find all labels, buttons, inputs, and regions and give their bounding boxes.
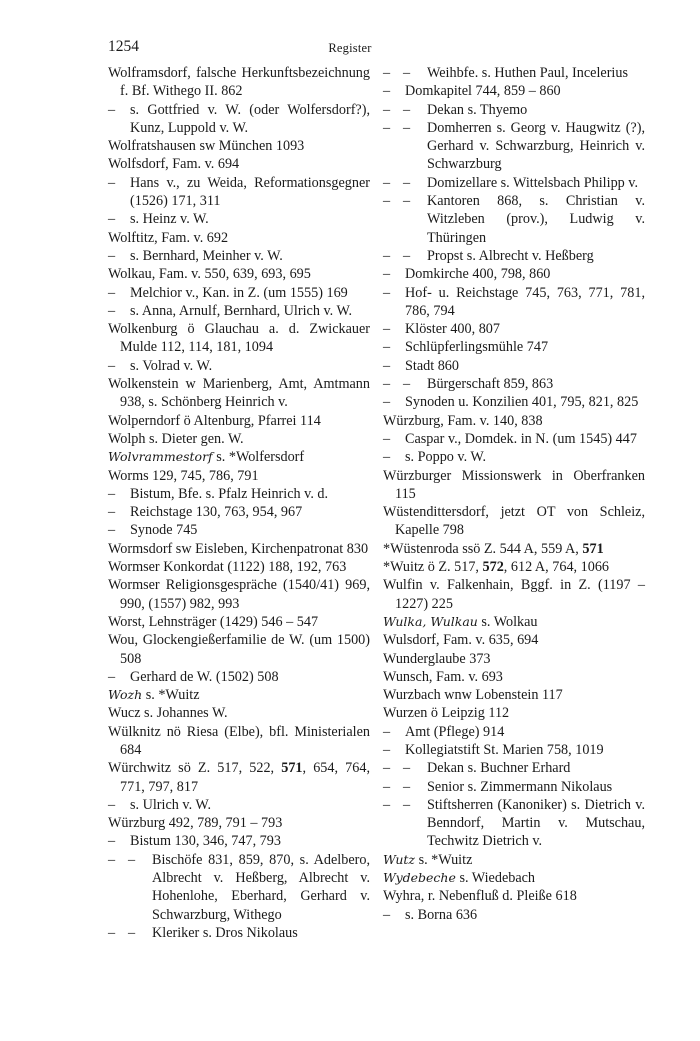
subentry-dash: –	[108, 668, 116, 685]
index-entry-text	[383, 412, 645, 430]
entry-text: Gerhard de W. (1502) 508	[130, 668, 279, 685]
entry-text: s. Heinz v. W.	[130, 211, 209, 228]
index-entry	[383, 778, 645, 796]
entry-text: Propst s. Albrecht v. Heßberg	[427, 247, 594, 264]
entry-text: Wormser Konkordat (1122) 188, 192, 763	[108, 559, 347, 576]
index-entry-text	[108, 723, 370, 760]
index-entry-text	[108, 137, 370, 155]
subentry-dash: –	[383, 906, 391, 923]
entry-text: Wolftitz, Fam. v. 692	[108, 229, 229, 246]
index-entry	[108, 64, 370, 101]
subentry-dash: –	[383, 247, 391, 264]
index-entry-text	[108, 229, 370, 247]
subentry-dash: –	[383, 357, 391, 374]
index-entry	[108, 101, 370, 138]
subentry-dash: –	[108, 357, 116, 374]
entry-text: Hans v., zu Weida, Reformationsgegner (1526) 171, 311	[130, 174, 370, 210]
bold-page-reference: 571	[281, 760, 303, 777]
index-entry	[108, 137, 370, 155]
entry-text: Würzburg 492, 789, 791 – 793	[108, 815, 283, 832]
index-entry	[383, 64, 645, 82]
entry-text: Weihbfe. s. Huthen Paul, Incelerius	[427, 65, 628, 81]
entry-text: Kleriker s. Dros Nikolaus	[152, 924, 298, 941]
subentry-dash: –	[128, 924, 136, 941]
index-entry	[383, 467, 645, 504]
index-entry	[383, 723, 645, 741]
bold-page-reference: 571	[582, 540, 604, 557]
subentry-dash: –	[403, 174, 411, 191]
index-entry	[383, 668, 645, 686]
index-entry	[383, 265, 645, 283]
entry-text: s. *Wuitz	[415, 851, 473, 868]
index-entry	[108, 540, 370, 558]
index-entry-text	[405, 430, 645, 448]
subentry-dash: –	[403, 101, 411, 118]
index-entry-text	[405, 906, 645, 924]
index-entry-text	[108, 412, 370, 430]
index-entry	[108, 576, 370, 613]
index-entry	[108, 924, 370, 942]
index-entry	[108, 503, 370, 521]
index-entry-text	[130, 668, 370, 686]
index-entry	[108, 448, 370, 466]
subentry-dash: –	[108, 174, 116, 191]
entry-text: Reichstage 130, 763, 954, 967	[130, 504, 303, 521]
index-column-right	[383, 64, 645, 924]
index-entry	[383, 558, 645, 576]
entry-text: Wolfratshausen sw München 1093	[108, 138, 305, 155]
index-entry	[383, 503, 645, 540]
entry-text: Wolframsdorf, falsche Herkunftsbezeichnung f. Bf. Withego II. 862	[108, 65, 370, 100]
index-entry	[108, 375, 370, 412]
index-entry-text	[405, 741, 645, 759]
index-entry	[108, 229, 370, 247]
index-entry	[108, 558, 370, 576]
entry-text: s. Wiedebach	[455, 870, 536, 887]
entry-text: Würzburg, Fam. v. 140, 838	[383, 412, 543, 429]
subentry-dash: –	[383, 119, 391, 136]
index-entry	[108, 686, 370, 704]
entry-text: Wolkenstein w Marienberg, Amt, Amtmann 938, s. Schönberg Heinrich v.	[108, 376, 370, 411]
entry-text: Wulfin v. Falkenhain, Bggf. in Z. (1197 – 1227) 225	[383, 577, 645, 612]
entry-text: Wucz s. Johannes W.	[108, 705, 228, 722]
index-entry	[108, 430, 370, 448]
index-entry	[383, 887, 645, 905]
index-entry	[383, 851, 645, 869]
index-entry-text	[427, 192, 645, 247]
entry-text: s. *Wolfersdorf	[212, 449, 305, 466]
historical-spelling: Wydebeche	[383, 870, 456, 886]
subentry-dash: –	[383, 101, 391, 118]
index-entry	[383, 650, 645, 668]
index-entry	[383, 320, 645, 338]
subentry-dash: –	[383, 65, 391, 81]
entry-text: s. *Wuitz	[142, 687, 200, 704]
bold-page-reference: 572	[482, 559, 504, 576]
index-entry	[108, 320, 370, 357]
index-entry-text	[405, 723, 645, 741]
index-entry-text	[427, 796, 645, 851]
index-entry	[108, 412, 370, 430]
subentry-dash: –	[108, 796, 116, 813]
entry-text-after: , 612 A, 764, 1066	[503, 559, 610, 576]
index-entry-text	[383, 631, 645, 649]
index-entry-text	[108, 448, 370, 466]
subentry-dash: –	[128, 851, 136, 868]
index-entry-text	[108, 814, 370, 832]
index-entry-text	[405, 265, 645, 283]
entry-text: Wüstendittersdorf, jetzt OT von Schleiz, Kapelle 798	[383, 504, 645, 539]
index-entry-text	[108, 64, 370, 101]
index-entry	[383, 101, 645, 119]
historical-spelling: Wulka, Wulkau	[383, 613, 478, 629]
index-entry-text	[427, 64, 645, 82]
index-entry	[108, 357, 370, 375]
index-entry	[383, 448, 645, 466]
entry-text: Bistum 130, 346, 747, 793	[130, 833, 281, 850]
entry-text: Amt (Pflege) 914	[405, 723, 505, 740]
entry-text: s. Bernhard, Meinher v. W.	[130, 247, 283, 264]
index-entry-text	[427, 101, 645, 119]
index-entry-text	[130, 284, 370, 302]
subentry-dash: –	[383, 394, 391, 411]
subentry-dash: –	[383, 376, 391, 393]
index-entry-text	[405, 448, 645, 466]
entry-text: Domizellare s. Wittelsbach Philipp v.	[427, 174, 639, 191]
index-entry-text	[383, 887, 645, 905]
index-entry	[108, 832, 370, 850]
index-entry	[383, 174, 645, 192]
entry-text: Stadt 860	[405, 357, 459, 374]
subentry-dash: –	[403, 376, 411, 393]
index-entry-text	[130, 357, 370, 375]
index-entry-text	[108, 540, 370, 558]
index-entry-text	[383, 851, 645, 869]
index-entry-text	[108, 576, 370, 613]
index-entry	[383, 869, 645, 887]
index-entry	[108, 814, 370, 832]
entry-text: Wyhra, r. Nebenfluß d. Pleiße 618	[383, 888, 577, 905]
subentry-dash: –	[383, 741, 391, 758]
index-entry-text	[108, 155, 370, 173]
entry-text: s. Poppo v. W.	[405, 449, 487, 466]
subentry-dash: –	[383, 449, 391, 466]
subentry-dash: –	[108, 485, 116, 502]
index-entry	[108, 851, 370, 924]
index-entry-text	[383, 467, 645, 504]
index-entry	[108, 210, 370, 228]
subentry-dash: –	[383, 760, 391, 777]
entry-text: s. Wolkau	[477, 613, 538, 630]
index-entry-text	[427, 759, 645, 777]
index-entry-text	[427, 119, 645, 174]
index-entry	[108, 284, 370, 302]
index-entry	[383, 686, 645, 704]
entry-text: Wolfsdorf, Fam. v. 694	[108, 156, 240, 173]
entry-text: Wunsch, Fam. v. 693	[383, 668, 503, 685]
index-entry-text	[405, 284, 645, 321]
subentry-dash: –	[108, 924, 116, 941]
index-entry	[383, 192, 645, 247]
subentry-dash: –	[108, 211, 116, 228]
subentry-dash: –	[403, 65, 411, 81]
subentry-dash: –	[403, 796, 411, 813]
index-entry-text	[427, 375, 645, 393]
index-entry-text	[383, 613, 645, 631]
historical-spelling: Wolvrammestorf	[108, 449, 213, 465]
index-entry-text	[108, 631, 370, 668]
entry-text: Domkapitel 744, 859 – 860	[405, 83, 561, 100]
subentry-dash: –	[108, 284, 116, 301]
page-number: 1254	[108, 38, 139, 55]
index-entry	[108, 631, 370, 668]
index-entry	[383, 576, 645, 613]
entry-text: *Wuitz ö Z. 517,	[383, 559, 483, 576]
index-entry-text	[108, 265, 370, 283]
entry-text: Worst, Lehnsträger (1429) 546 – 547	[108, 613, 319, 630]
entry-text: Schlüpferlingsmühle 747	[405, 339, 549, 356]
entry-text: Kollegiatstift St. Marien 758, 1019	[405, 741, 604, 758]
entry-text: Dekan s. Thyemo	[427, 101, 528, 118]
historical-spelling: Wutz	[383, 851, 416, 867]
subentry-dash: –	[383, 723, 391, 740]
index-entry	[383, 741, 645, 759]
entry-text: Kantoren 868, s. Christian v. Witzleben (prov.), Ludwig v. Thüringen	[427, 193, 645, 246]
entry-text: Wolkau, Fam. v. 550, 639, 693, 695	[108, 266, 311, 283]
entry-text: Synode 745	[130, 522, 198, 539]
entry-text: Wurzbach wnw Lobenstein 117	[383, 687, 563, 704]
entry-text: Stiftsherren (Kanoniker) s. Dietrich v. Benndorf, Martin v. Mutschau, Techwitz Dietrich v.	[427, 796, 645, 850]
subentry-dash: –	[108, 851, 116, 868]
index-entry-text	[108, 686, 370, 704]
index-entry	[108, 796, 370, 814]
index-entry	[383, 412, 645, 430]
index-entry-text	[383, 503, 645, 540]
index-entry	[108, 704, 370, 722]
index-entry-text	[108, 430, 370, 448]
index-entry-text	[130, 247, 370, 265]
subentry-dash: –	[383, 796, 391, 813]
index-column-left	[108, 64, 370, 942]
index-entry	[108, 668, 370, 686]
subentry-dash: –	[383, 174, 391, 191]
index-entry	[383, 430, 645, 448]
entry-text: Dekan s. Buchner Erhard	[427, 760, 571, 777]
entry-text: Synoden u. Konzilien 401, 795, 821, 825	[405, 394, 639, 411]
index-entry	[108, 174, 370, 211]
subentry-dash: –	[403, 778, 411, 795]
index-entry-text	[108, 467, 370, 485]
index-entry-text	[130, 521, 370, 539]
index-entry	[108, 613, 370, 631]
index-entry-text	[383, 558, 645, 576]
entry-text: Bistum, Bfe. s. Pfalz Heinrich v. d.	[130, 485, 329, 502]
index-entry	[383, 284, 645, 321]
entry-text: Wormser Religionsgespräche (1540/41) 969, 990, (1557) 982, 993	[108, 577, 370, 612]
subentry-dash: –	[383, 321, 391, 338]
subentry-dash: –	[383, 83, 391, 100]
index-entry-text	[383, 704, 645, 722]
index-entry-text	[152, 851, 370, 924]
entry-text: Klöster 400, 807	[405, 321, 500, 338]
entry-text: Würzburger Missionswerk in Oberfranken 115	[383, 467, 645, 502]
index-entry-text	[130, 796, 370, 814]
index-entry	[383, 393, 645, 411]
index-entry-text	[383, 869, 645, 887]
subentry-dash: –	[383, 266, 391, 283]
subentry-dash: –	[403, 193, 411, 210]
index-entry-text	[130, 174, 370, 211]
running-head: Register	[328, 41, 372, 55]
entry-text: Wulsdorf, Fam. v. 635, 694	[383, 632, 539, 649]
entry-text: Domkirche 400, 798, 860	[405, 266, 551, 283]
entry-text: Hof- u. Reichstage 745, 763, 771, 781, 786, 794	[405, 284, 645, 319]
index-entry	[383, 375, 645, 393]
subentry-dash: –	[403, 119, 411, 136]
subentry-dash: –	[108, 833, 116, 850]
index-entry	[383, 357, 645, 375]
entry-text: s. Gottfried v. W. (oder Wolfersdorf?), Kunz, Luppold v. W.	[130, 101, 370, 136]
entry-text: Wolperndorf ö Altenburg, Pfarrei 114	[108, 412, 321, 429]
index-entry-text	[108, 375, 370, 412]
index-entry	[383, 759, 645, 777]
index-entry	[108, 485, 370, 503]
index-entry-text	[383, 668, 645, 686]
entry-text: Domherren s. Georg v. Haugwitz (?), Gerhard v. Schwarzburg, Heinrich v. Schwarzburg	[427, 119, 645, 173]
index-entry-text	[130, 210, 370, 228]
subentry-dash: –	[403, 247, 411, 264]
index-entry-text	[405, 357, 645, 375]
subentry-dash: –	[403, 760, 411, 777]
subentry-dash: –	[108, 247, 116, 264]
entry-text: *Wüstenroda ssö Z. 544 A, 559 A,	[383, 540, 583, 557]
index-entry-text	[130, 485, 370, 503]
subentry-dash: –	[108, 504, 116, 521]
index-entry-text	[130, 503, 370, 521]
subentry-dash: –	[383, 430, 391, 447]
index-entry	[383, 704, 645, 722]
index-entry	[108, 302, 370, 320]
index-entry	[383, 796, 645, 851]
entry-text: Senior s. Zimmermann Nikolaus	[427, 778, 613, 795]
index-entry-text	[405, 320, 645, 338]
entry-text: Wormsdorf sw Eisleben, Kirchenpatronat 830	[108, 540, 369, 557]
index-entry	[108, 759, 370, 796]
subentry-dash: –	[108, 302, 116, 319]
subentry-dash: –	[383, 284, 391, 301]
index-entry-text	[108, 320, 370, 357]
index-entry	[108, 521, 370, 539]
entry-text: Wülknitz nö Riesa (Elbe), bfl. Ministerialen 684	[108, 723, 370, 758]
entry-text: Worms 129, 745, 786, 791	[108, 467, 259, 484]
index-entry-text	[427, 174, 645, 192]
index-entry-text	[130, 302, 370, 320]
index-entry-text	[405, 82, 645, 100]
index-entry	[108, 265, 370, 283]
entry-text: Caspar v., Domdek. in N. (um 1545) 447	[405, 430, 637, 447]
entry-text: Wolph s. Dieter gen. W.	[108, 430, 244, 447]
index-entry-text	[108, 704, 370, 722]
entry-text: Wunderglaube 373	[383, 650, 491, 667]
index-entry	[383, 119, 645, 174]
index-entry	[383, 631, 645, 649]
index-entry-text	[405, 393, 645, 411]
entry-text: Melchior v., Kan. in Z. (um 1555) 169	[130, 284, 348, 301]
index-entry	[108, 467, 370, 485]
entry-text: Würchwitz sö Z. 517, 522,	[108, 760, 282, 777]
index-entry	[383, 540, 645, 558]
subentry-dash: –	[383, 778, 391, 795]
index-entry	[383, 338, 645, 356]
entry-text: Bischöfe 831, 859, 870, s. Adelbero, Albrecht v. Heßberg, Albrecht v. Hohenlohe, Eberhard, Gerhard v. Schwarzburg, Withego	[152, 851, 370, 923]
entry-text: Wolkenburg ö Glauchau a. d. Zwickauer Mulde 112, 114, 181, 1094	[108, 321, 370, 356]
subentry-dash: –	[383, 339, 391, 356]
index-entry-text	[427, 247, 645, 265]
subentry-dash: –	[383, 193, 391, 210]
index-entry-text	[108, 558, 370, 576]
index-entry	[383, 613, 645, 631]
historical-spelling: Wozh	[108, 687, 143, 703]
entry-text: s. Volrad v. W.	[130, 357, 213, 374]
index-entry-text	[427, 778, 645, 796]
index-entry-text	[130, 101, 370, 138]
index-entry-text	[383, 576, 645, 613]
entry-text: s. Borna 636	[405, 906, 478, 923]
entry-text: Wurzen ö Leipzig 112	[383, 705, 510, 722]
index-entry-text	[108, 613, 370, 631]
entry-text: Wou, Glockengießerfamilie de W. (um 1500) 508	[108, 632, 370, 667]
index-entry-text	[383, 650, 645, 668]
index-entry	[383, 82, 645, 100]
index-entry-text	[383, 540, 645, 558]
subentry-dash: –	[108, 522, 116, 539]
entry-text: s. Anna, Arnulf, Bernhard, Ulrich v. W.	[130, 302, 353, 319]
entry-text: Bürgerschaft 859, 863	[427, 376, 554, 393]
subentry-dash: –	[108, 101, 116, 118]
index-entry-text	[383, 686, 645, 704]
entry-text-after: , 654, 764, 771, 797, 817	[120, 760, 371, 795]
index-entry	[108, 155, 370, 173]
index-entry	[108, 247, 370, 265]
entry-text: s. Ulrich v. W.	[130, 796, 212, 813]
index-entry	[108, 723, 370, 760]
index-entry-text	[108, 759, 371, 796]
index-entry-text	[130, 832, 370, 850]
index-entry-text	[152, 924, 370, 942]
index-entry	[383, 247, 645, 265]
index-entry-text	[405, 338, 645, 356]
index-entry	[383, 906, 645, 924]
